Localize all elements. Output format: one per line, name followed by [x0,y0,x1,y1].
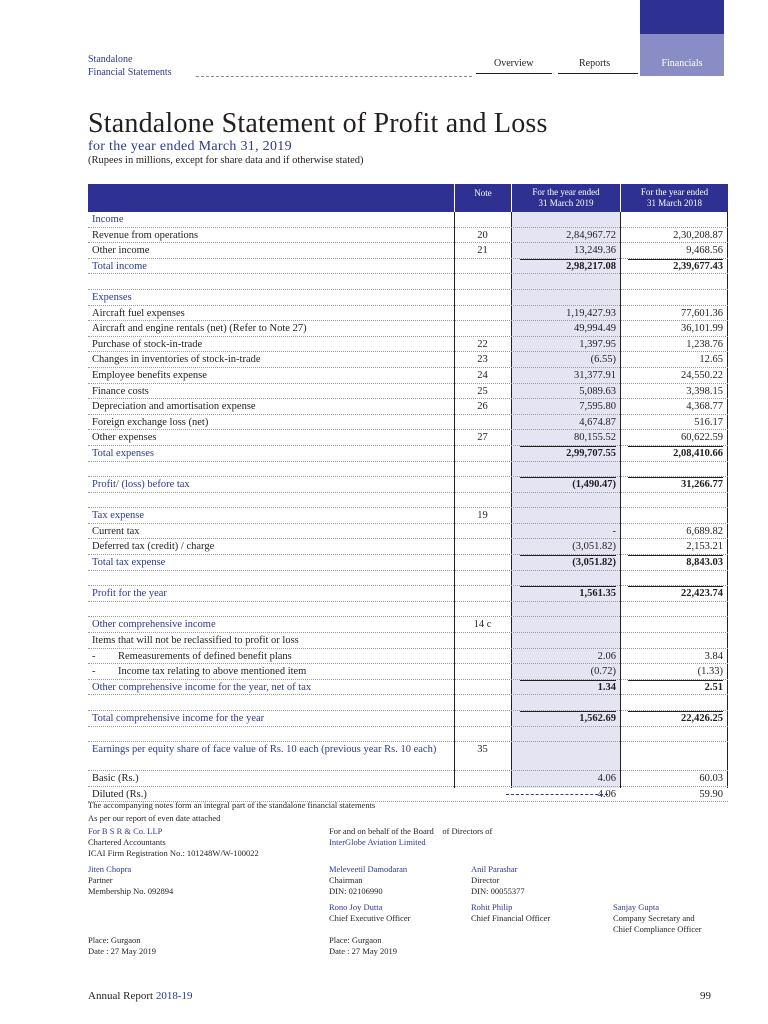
row-value-2019: (3,051.82) [572,557,616,569]
table-row [88,243,728,259]
row-value-2019: 1,561.35 [579,588,616,600]
row-label: Earnings per equity share of face value of Rs. 10 each (previous year Rs. 10 each) [92,744,437,756]
row-value-2018: 60.03 [699,773,723,785]
highlight-dash [506,794,608,795]
row-note: 21 [477,245,488,257]
chairman-block [329,864,407,897]
row-value-2019: 1,562.69 [579,713,616,724]
place-date-left [88,935,156,957]
table-row [88,680,728,696]
table-row [88,212,728,228]
ceo-name: Rono Joy Dutta [329,902,383,912]
row-value-2019: 80,155.52 [574,432,616,444]
row-value-2018: 59.90 [699,788,723,800]
row-value-2018: 12.65 [699,354,723,366]
row-value-2018: 2,30,208.87 [673,229,723,241]
board-line [329,826,492,837]
row-label: Profit/ (loss) before tax [92,479,190,491]
board-block [329,826,492,848]
ceo-title: Chief Executive Officer [329,913,411,923]
table-row [88,384,728,400]
row-label: Revenue from operations [92,229,199,241]
row-value-2019: (0.72) [590,666,616,678]
header-2018-line2: 31 March 2018 [647,198,702,208]
row-value-2018: 516.17 [694,416,723,428]
partner-block [88,864,173,897]
row-note: 19 [477,510,488,522]
row-label: Purchase of stock-in-trade [92,338,203,350]
row-label: Other comprehensive income for the year, net of tax [92,681,312,693]
row-value-2018: 8,843.03 [686,557,723,569]
chairman-din: DIN: 02106990 [329,886,383,896]
row-label: Basic (Rs.) [92,773,139,785]
board-line-a: For and on behalf of the Board [329,826,434,836]
nav-accent-block [640,0,724,34]
row-value-2019: 4.06 [597,788,616,800]
row-label: Tax expense [92,510,145,522]
footer-report-year: 2018-19 [155,990,193,1002]
table-row [88,649,728,665]
page-number: 99 [700,990,711,1002]
table-row [88,352,728,368]
date-left: Date : 27 May 2019 [88,946,156,956]
nav-reports-underline [558,73,638,74]
row-value-2019: 2.06 [597,650,616,662]
row-value-2019: 7,595.80 [579,401,616,413]
row-note: 20 [477,229,488,241]
date-right: Date : 27 May 2019 [329,946,397,956]
row-value-2019: 4,674.87 [579,416,616,428]
table-row [88,462,728,478]
row-label: Other expenses [92,432,157,444]
nav-overview-underline [476,73,552,74]
row-value-2019: (1,490.47) [572,479,616,491]
row-note: 35 [477,744,488,756]
row-value-2018: 77,601.36 [681,307,723,319]
header-2019-line1: For the year ended [532,187,600,197]
table-row [88,727,728,743]
row-label: Items that will not be reclassified to profit or loss [92,635,299,647]
table-row [88,274,728,290]
notes-line1: The accompanying notes form an integral part of the standalone financial statements [88,800,376,810]
row-value-2019: (3,051.82) [572,541,616,553]
cfo-name: Rohit Philip [471,902,513,912]
partner-membership: Membership No. 092894 [88,886,174,896]
place-left: Place: Gurgaon [88,935,141,945]
nav-overview[interactable]: Overview [494,58,534,69]
row-label: Aircraft fuel expenses [92,307,185,319]
row-value-2019: 49,994.49 [574,323,616,335]
header-2019-line2: 31 March 2019 [538,198,594,208]
row-value-2019: 2,84,967.72 [566,229,616,241]
row-value-2018: 22,423.74 [681,588,723,600]
page-title: Standalone Statement of Profit and Loss [88,108,548,139]
table-row [88,415,728,431]
row-value-2018: 3,398.15 [686,385,723,397]
row-label: Current tax [92,525,140,537]
row-value-2018: 2.51 [704,681,723,693]
profit-loss-table [88,184,728,802]
row-value-2018: 24,550.22 [681,369,723,381]
table-row [88,446,728,462]
total-rule-2019 [520,555,616,556]
total-rule-2019 [520,259,616,260]
row-label: Changes in inventories of stock-in-trade [92,354,261,366]
row-label: Total income [92,260,147,272]
director-block [471,864,525,897]
place-date-right [329,935,397,957]
table-row [88,508,728,524]
row-note: 14 c [473,619,492,631]
row-note: 26 [477,401,488,413]
row-value-2019: 2,99,707.55 [566,447,616,459]
table-row [88,711,728,727]
row-value-2018: 3.84 [704,650,723,662]
table-row [88,695,728,711]
row-note: 27 [477,432,488,444]
table-row [88,228,728,244]
notes-line2: As per our report of even date attached [88,813,221,823]
row-value-2018: 4,368.77 [686,401,723,413]
cs-block [613,902,702,935]
row-value-2018: 2,39,677.43 [673,260,723,272]
ceo-block [329,902,411,924]
row-label: Aircraft and engine rentals (net) (Refer to Note 27) [92,323,307,335]
row-value-2018: 31,266.77 [681,479,723,491]
total-rule-2018 [628,680,723,681]
row-value-2018: 9,468.56 [686,245,723,257]
row-note: 24 [477,369,488,381]
place-right: Place: Gurgaon [329,935,382,945]
row-value-2018: (1.33) [697,666,723,678]
auditor-reg: ICAI Firm Registration No.: 101248W/W-100022 [88,848,259,858]
row-value-2018: 1,238.76 [686,338,723,350]
total-rule-2018 [628,259,723,260]
header-label-cell [88,184,454,212]
row-value-2019: 1,19,427.93 [566,307,616,319]
row-label: Employee benefits expense [92,369,207,381]
total-rule-2018 [628,586,723,587]
cs-name: Sanjay Gupta [613,902,660,912]
table-row [88,633,728,649]
row-note: 22 [477,338,488,350]
total-rule-2018 [628,446,723,447]
section-breadcrumb [88,53,172,79]
chairman-title: Chairman [329,875,363,885]
header-2018 [620,184,728,212]
header-2019 [511,184,620,212]
cfo-block [471,902,550,924]
page-subtitle: for the year ended March 31, 2019 [88,139,292,154]
nav-financials[interactable]: Financials [640,34,724,76]
row-label: Other income [92,245,150,257]
table-row [88,368,728,384]
section-line2: Financial Statements [88,67,172,78]
row-value-2019: 1.34 [597,681,616,693]
row-label: Income [92,214,124,225]
section-line1: Standalone [88,54,133,65]
chairman-name: Meleveetil Damodaran [329,864,408,874]
table-row [88,477,728,493]
total-rule-2018 [628,555,723,556]
total-rule-2018 [628,477,723,478]
row-value-2019: 5,089.63 [579,385,616,397]
auditor-type: Chartered Accountants [88,837,166,847]
table-header [88,184,728,212]
footer-report [88,990,193,1002]
total-rule-2019 [520,446,616,447]
total-rule-2019 [520,711,616,712]
row-value-2018: 6,689.82 [686,525,723,537]
partner-name: Jiten Chopra [88,864,132,874]
row-value-2019: 2,98,217.08 [566,260,616,272]
table-body [88,212,728,802]
table-row [88,306,728,322]
director-name: Anil Parashar [471,864,518,874]
units-note: (Rupees in millions, except for share data and if otherwise stated) [88,155,364,166]
row-value-2019: (6.55) [590,354,616,366]
cfo-title: Chief Financial Officer [471,913,551,923]
table-row [88,586,728,602]
row-value-2019: - [612,525,616,537]
row-label: Total tax expense [92,557,166,569]
row-label: Diluted (Rs.) [92,788,147,800]
table-row [88,555,728,571]
row-label: Foreign exchange loss (net) [92,416,209,428]
total-rule-2019 [520,477,616,478]
board-line-b: of Directors of [442,826,493,836]
row-value-2018: 2,153.21 [686,541,723,553]
row-label: Profit for the year [92,588,167,600]
row-bullet: - [92,650,96,662]
nav-reports[interactable]: Reports [579,58,611,69]
table-row [88,602,728,618]
row-value-2019: 1,397.95 [579,338,616,350]
row-value-2018: 22,426.25 [681,713,723,724]
director-din: DIN: 00055377 [471,886,525,896]
row-label: Deferred tax (credit) / charge [92,541,215,553]
table-row [88,259,728,275]
table-row [88,430,728,446]
row-label: Depreciation and amortisation expense [92,401,256,413]
total-rule-2019 [520,680,616,681]
row-value-2018: 36,101.99 [681,323,723,335]
footer-report-label: Annual Report [88,990,154,1002]
row-value-2019: 31,377.91 [574,369,616,381]
partner-title: Partner [88,875,113,885]
total-rule-2019 [520,586,616,587]
row-label: Expenses [92,291,132,303]
auditor-block [88,826,259,859]
row-value-2018: 2,08,410.66 [673,447,723,459]
row-label: Income tax relating to above mentioned item [118,666,307,678]
row-value-2018: 60,622.59 [681,432,723,444]
table-row [88,771,728,787]
total-rule-2018 [628,711,723,712]
table-row [88,493,728,509]
table-row [88,617,728,633]
cs-title2: Chief Compliance Officer [613,924,702,934]
table-row [88,664,728,680]
row-label: Total expenses [92,447,154,459]
row-label: Total comprehensive income for the year [92,713,265,724]
row-value-2019: 13,249.36 [574,245,616,257]
table-row [88,399,728,415]
company-name: InterGlobe Aviation Limited [329,837,426,847]
director-title: Director [471,875,500,885]
table-row [88,539,728,555]
row-value-2019: 4.06 [597,773,616,785]
table-row [88,321,728,337]
table-row [88,524,728,540]
table-row [88,571,728,587]
header-divider [196,76,472,77]
row-bullet: - [92,666,96,678]
table-row [88,337,728,353]
auditor-firm: For B S R & Co. LLP [88,826,163,836]
table-row [88,290,728,306]
row-label: Other comprehensive income [92,619,216,631]
row-label: Remeasurements of defined benefit plans [118,650,292,662]
row-label: Finance costs [92,385,149,397]
header-note: Note [454,184,511,212]
row-note: 23 [477,354,488,366]
header-2018-line1: For the year ended [640,187,709,197]
row-note: 25 [477,385,488,397]
table-row [88,742,728,771]
cs-title1: Company Secretary and [613,913,695,923]
